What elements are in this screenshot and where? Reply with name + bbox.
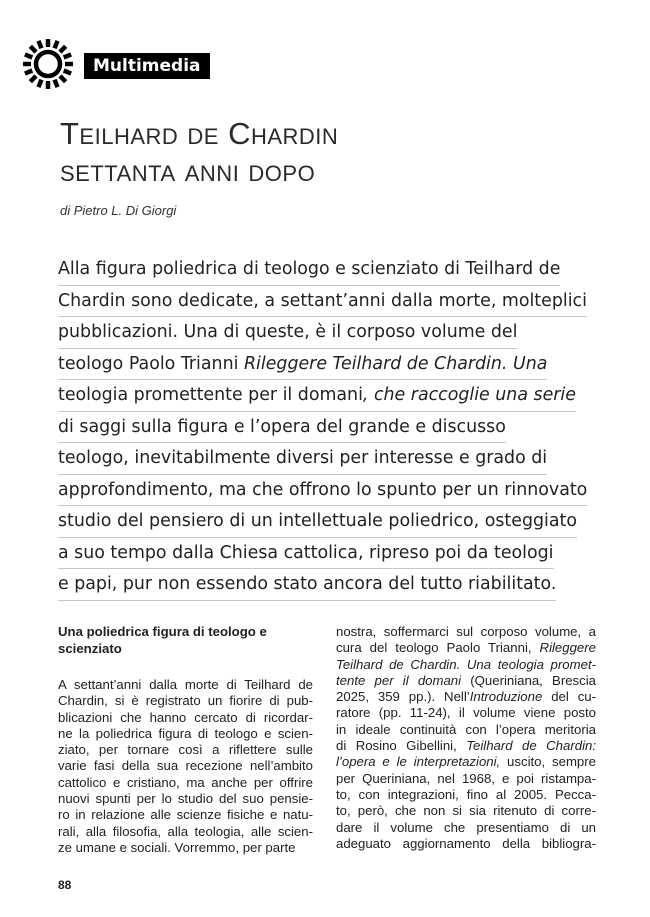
page-number: 88 [58,878,72,892]
subheading-line: Una poliedrica figura di teologo e [58,624,267,639]
text-run: in ideale continuità con l’opera meritoria [336,721,596,737]
body-line [336,836,596,852]
text-run: 2025, 359 pp.). Nell’ [336,689,470,705]
body-line [336,722,596,738]
text-run: nostra, soffermarci sul corposo volume, a [336,624,596,639]
body-line: ro in relazione alle scienze fisiche e natu- [58,807,313,823]
text-run: approfondimento, ma che offrono lo spunto per un rinnovato [58,479,588,500]
sun-icon [22,38,74,90]
title-line: settanta anni dopo [60,153,316,188]
byline: di Pietro L. Di Giorgi [60,203,177,218]
body-line: ziato, per tornare così a riflettere sulle [58,742,313,758]
text-run: studio del pensiero di un intellettuale poliedrico, osteggiato [58,511,577,531]
body-line [336,657,596,673]
subheading [58,624,313,657]
italic-text: Rileggere Teilhard de Chardin. Una [243,353,548,374]
italic-text: Teilhard de Chardin: [466,738,596,754]
body-line [336,640,596,656]
text-run: teologia promettente per il domani [58,385,363,405]
left-column-text [58,677,313,856]
title-line: Teilhard de Chardin [60,116,339,151]
body-line: Chardin, si è registrato un fiorire di pub- [58,693,313,709]
body-line [336,787,596,803]
text-run: pubblicazioni. Una di queste, è il corposo volume del [58,322,518,342]
body-line [336,689,596,705]
body-line: rali, alla filosofia, alla teologia, alle scien- [58,823,313,839]
italic-text: Rileggere [539,640,596,656]
text-run: per Queriniana, nel 1968, e poi ristampa- [336,770,596,786]
text-run: (Queriniana, Brescia [461,672,596,688]
right-column [336,624,596,852]
left-column [58,624,313,856]
text-run: adeguato aggiornamento della bibliogra- [336,835,596,851]
text-run: dare il volume che presentiamo di un [336,819,596,835]
lead-line [58,380,576,412]
subheading-line: scienziato [58,640,122,656]
body-line: A settant’anni dalla morte di Teilhard de [58,677,313,692]
lead-line [58,569,556,601]
lead-line [58,412,506,444]
body-line [336,624,596,640]
italic-text: Teilhard de Chardin. Una teologia promet- [336,656,596,672]
body-line [336,673,596,689]
body-line [336,754,596,770]
lead-line [58,317,517,349]
lead-line [58,286,587,318]
lead-line [58,538,554,570]
body-line [336,803,596,819]
right-column-text [336,624,596,852]
body-line: ne la poliedrica figura di teologo e scien- [58,725,313,741]
body-line: blicazioni che hanno cercato di ricordar- [58,709,313,725]
lead-line [58,254,560,286]
text-run: teologo Paolo Trianni [58,353,244,374]
lead-line [58,349,547,381]
text-run: Alla figura poliedrica di teologo e scienziato di Teilhard de [58,259,561,279]
lead-line [58,475,587,507]
text-run: di saggi sulla figura e l’opera del grande e discusso [58,416,506,437]
text-run: cura del teologo Paolo Trianni, [336,640,540,656]
italic-text: , che raccoglie una serie [362,385,576,405]
italic-text: Introduzione [469,689,543,705]
text-run: di Rosino Gibellini, [336,738,467,754]
body-line [336,771,596,787]
body-line: ze umane e sociali. Vorremmo, per parte [58,839,296,855]
text-run: del cu- [542,689,597,705]
text-run: ratore (pp. 11-24), il volume viene posto [336,705,596,721]
body-line: varie fasi della sua recezione nell’ambito [58,758,313,774]
text-run: Chardin sono dedicate, a settant’anni dalla morte, molteplici [58,290,587,311]
lead-line [58,443,547,475]
article-title [60,115,620,189]
text-run: a suo tempo dalla Chiesa cattolica, ripreso poi da teologi [58,542,554,563]
text-run: teologo, inevitabilmente diversi per interesse e grado di [58,448,548,468]
section-label: Multimedia [84,53,210,79]
body-line [336,705,596,721]
lead-paragraph [58,254,588,601]
lead-line [58,506,577,538]
body-line [336,820,596,836]
italic-text: tente per il domani [336,672,462,688]
italic-text: l’opera e le interpretazioni, [336,754,501,770]
body-line: nuovi spunti per lo studio del suo pensie- [58,791,313,807]
text-run: e papi, pur non essendo stato ancora del tutto riabilitato. [58,574,557,594]
body-line: cattolico e cristiano, ma anche per offrire [58,774,313,790]
text-run: to, però, che non si sia ritenuto di corre- [336,803,596,819]
text-run: to, con integrazioni, fino al 2005. Pecca- [336,786,596,802]
text-run: uscito, sempre [500,754,596,770]
body-line [336,738,596,754]
